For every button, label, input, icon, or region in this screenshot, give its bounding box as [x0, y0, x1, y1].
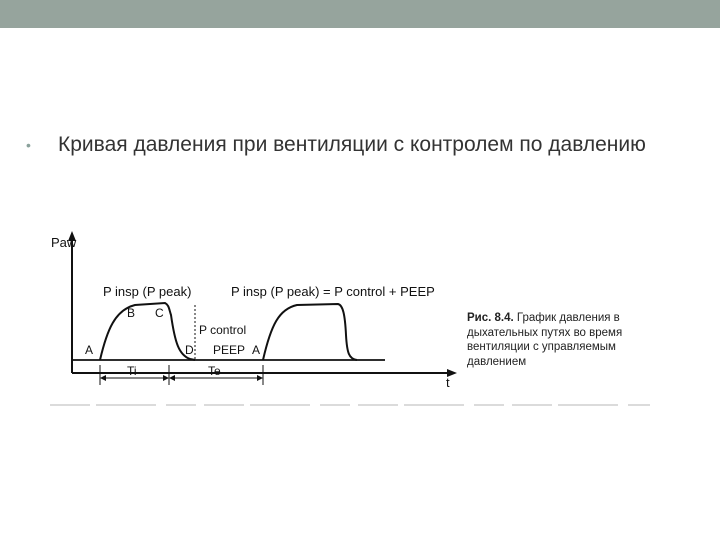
- ti-arrow-left-head: [100, 375, 106, 381]
- point-b-label: B: [127, 306, 136, 320]
- ti-label: Ti: [127, 364, 137, 378]
- point-d-label: D: [185, 343, 194, 357]
- pinsp-peak-label: P insp (P peak): [103, 284, 192, 299]
- caption-bold: Рис. 8.4.: [467, 312, 514, 324]
- x-axis-label: t: [446, 375, 450, 390]
- caption-text: График давления в дыхательных путях во время вентиляции с управляемым давлением: [467, 312, 623, 368]
- pressure-wave-2: [263, 304, 357, 360]
- te-arrow-right-head: [257, 375, 263, 381]
- point-a1-label: A: [85, 343, 94, 357]
- pcontrol-label: P control: [199, 323, 247, 337]
- point-c-label: C: [155, 306, 164, 320]
- ti-arrow-right-head: [163, 375, 169, 381]
- bullet-item: [26, 130, 666, 160]
- header-band: [0, 0, 720, 28]
- point-a2-label: A: [252, 343, 261, 357]
- y-axis-label: Paw: [51, 235, 77, 250]
- te-label: Te: [208, 364, 221, 378]
- figure-caption: [467, 311, 667, 369]
- pressure-curve-figure: [45, 225, 665, 415]
- bullet-dot-icon: •: [26, 137, 31, 153]
- peep-label: PEEP: [213, 343, 246, 357]
- pressure-wave-1: [100, 303, 195, 360]
- pinsp-formula-label: P insp (P peak) = P control + PEEP: [231, 284, 435, 299]
- te-arrow-left-head: [169, 375, 175, 381]
- bullet-text: Кривая давления при вентиляции с контролем по давлению: [58, 133, 646, 156]
